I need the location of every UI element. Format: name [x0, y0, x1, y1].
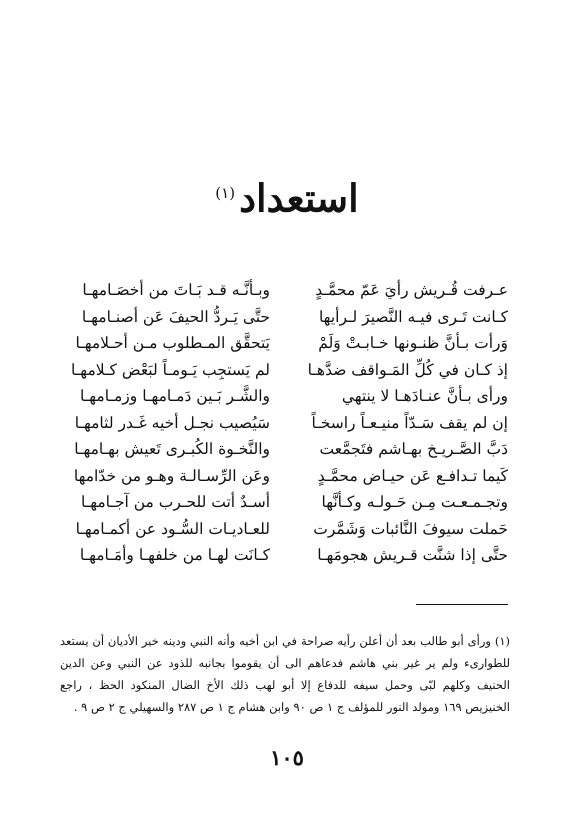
footnote-reference: (١)	[215, 184, 236, 202]
poem-title	[0, 168, 574, 224]
verse-line: كـانَت لهـا من خلفهـا وأمَـامهـا	[79, 546, 270, 564]
verse-line: أسـدٌ أتت للحـرب من آجـامهـا	[80, 493, 270, 511]
verse-line: حتَّى إذا شنَّت قـريش هجومَهـا	[317, 546, 508, 564]
page-number: ١٠٥	[270, 745, 304, 770]
verse-line: والشَّـر بَـين دَمـامهـا وزمـامهـا	[80, 387, 270, 405]
verse-line: إن لم يقف سَـدّاً منيـعـاً راسخـاً	[311, 413, 508, 432]
left-verse-column	[60, 277, 270, 569]
footnote-divider	[416, 604, 508, 605]
verse-line: إذ كـان في كُلِّ المَـواقف ضدَّهـا	[307, 360, 508, 379]
right-verse-column	[278, 277, 508, 569]
verse-line: وتجـمـعـت مِـن حَـولـه وكـأنَّها	[321, 493, 508, 511]
footnote-text: (١) ورأى أبو طالب بعد أن أعلن رأيه صراحة في ابن أخيه وأنه النبي ودينه خير الأديان أن يستعد للطوارىء ولم ير غير بني هاشم فدعاهم الى أن يقوموا بجانبه للذود عن النبي وعن الدين الحنيف وكلهم لبّى وحمل سيفه للدفاع إلا أبو لهب ذلك الأخ الضال المنكود الحظ ، راجع الخنيزيص ١٦٩ ومولد النور للمؤلف ج ١ ص ٩٠ وابن هشام ج ١ ص ٢٨٧ والسهيلي ج ٢ ص ٩ .	[60, 633, 510, 714]
verse-line: يَتحقَّق المـطلوب مـن أحـلامهـا	[75, 334, 270, 352]
verse-line: والنَّخـوة الكُبـرى تَعيش بهـامهـا	[74, 440, 270, 458]
verse-line: كـانت تَـرى فيـه النَّصيرَ لـرأيها	[318, 307, 508, 326]
verse-line: حَملت سيوفَ النَّائبات وَشَمَّرت	[313, 519, 508, 538]
verse-line: ورأى بـأنَّ عنـادَهـا لا ينتهي	[341, 387, 508, 405]
verse-line: وبـأنَّـه قـد بَـاتَ من أخصَـامهـا	[82, 281, 270, 299]
verse-line: للعـاديـات السُّـود عن أكمـامهـا	[75, 519, 270, 538]
verse-line: وعَن الرِّسـالـة وهـو من خدّامها	[73, 466, 270, 485]
poem-title-text: استعداد	[239, 175, 359, 221]
verse-line: لم يَستجِب يَـومـاً لبَعْض كـلامهـا	[71, 360, 270, 379]
verse-line: كَيما تـدافـع عَن حيـاض محمَّـدٍ	[317, 466, 508, 485]
verse-line: وَرأت بـأنَّ ظنـونها خـابـتْ وَلَمْ	[318, 334, 508, 352]
verse-line: حتَّى يَـردُّ الحيفَ عَن أصنـامهـا	[81, 307, 270, 326]
verse-line: سَيُصيب نجـل أخيه غَـدر لثامهـا	[74, 413, 270, 432]
verse-line: عـرفت قُـريش رأيَ عَمّ محمَّـدٍ	[315, 281, 508, 299]
verse-line: دَبَّ الصَّـريـخ بهـاشم فتَجمَّعت	[319, 440, 508, 458]
